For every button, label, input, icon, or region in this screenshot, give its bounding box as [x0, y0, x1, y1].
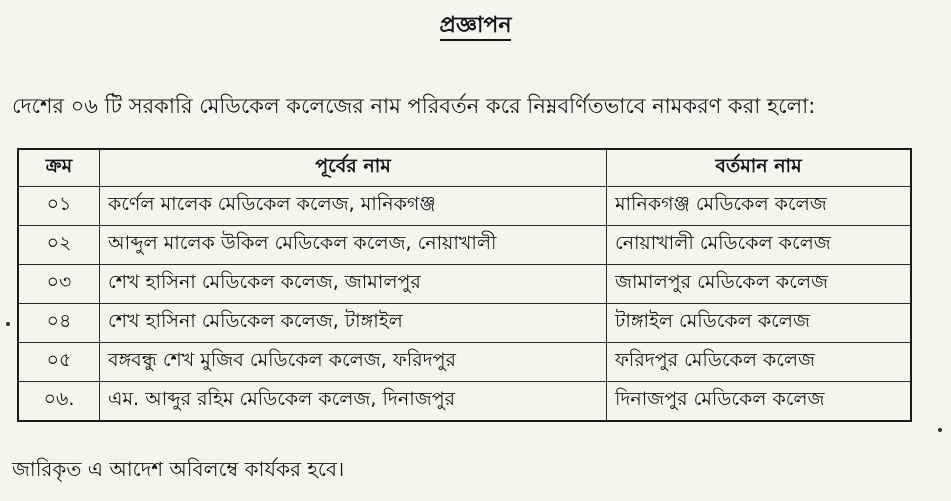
row-serial: ০৩ [18, 265, 100, 304]
row-current-name: নোয়াখালী মেডিকেল কলেজ [607, 226, 912, 265]
row-current-name: ফরিদপুর মেডিকেল কলেজ [607, 343, 912, 382]
row-current-name: টাঙ্গাইল মেডিকেল কলেজ [607, 304, 912, 343]
table-row [18, 226, 911, 265]
row-previous-name: শেখ হাসিনা মেডিকেল কলেজ, টাঙ্গাইল [100, 304, 607, 343]
scan-speck [6, 322, 10, 326]
row-serial: ০৬. [18, 382, 100, 422]
table-row [18, 343, 911, 382]
college-rename-table [17, 148, 912, 422]
scan-speck [938, 428, 942, 432]
row-previous-name: শেখ হাসিনা মেডিকেল কলেজ, জামালপুর [100, 265, 607, 304]
header-previous-name: পূর্বের নাম [100, 149, 607, 187]
table-header-row [18, 149, 911, 187]
row-current-name: মানিকগঞ্জ মেডিকেল কলেজ [607, 187, 912, 226]
row-serial: ০৫ [18, 343, 100, 382]
row-serial: ০২ [18, 226, 100, 265]
footer-text: জারিকৃত এ আদেশ অবিলম্বে কার্যকর হবে। [12, 457, 345, 481]
notice-title-text: প্রজ্ঞাপন [440, 13, 512, 41]
row-serial: ০৪ [18, 304, 100, 343]
row-serial: ০১ [18, 187, 100, 226]
intro-text: দেশের ০৬ টি সরকারি মেডিকেল কলেজের নাম পরিবর্তন করে নিম্নবর্ণিতভাবে নামকরণ করা হলো: [12, 94, 816, 118]
row-previous-name: এম. আব্দুর রহিম মেডিকেল কলেজ, দিনাজপুর [100, 382, 607, 422]
header-serial: ক্রম [18, 149, 100, 187]
table-row [18, 304, 911, 343]
row-previous-name: বঙ্গবন্ধু শেখ মুজিব মেডিকেল কলেজ, ফরিদপুর [100, 343, 607, 382]
row-current-name: দিনাজপুর মেডিকেল কলেজ [607, 382, 912, 422]
table-row [18, 187, 911, 226]
table-row [18, 265, 911, 304]
table-row [18, 382, 911, 422]
row-previous-name: কর্ণেল মালেক মেডিকেল কলেজ, মানিকগঞ্জ [100, 187, 607, 226]
notice-title [0, 8, 951, 45]
row-current-name: জামালপুর মেডিকেল কলেজ [607, 265, 912, 304]
header-current-name: বর্তমান নাম [607, 149, 912, 187]
row-previous-name: আব্দুল মালেক উকিল মেডিকেল কলেজ, নোয়াখালী [100, 226, 607, 265]
